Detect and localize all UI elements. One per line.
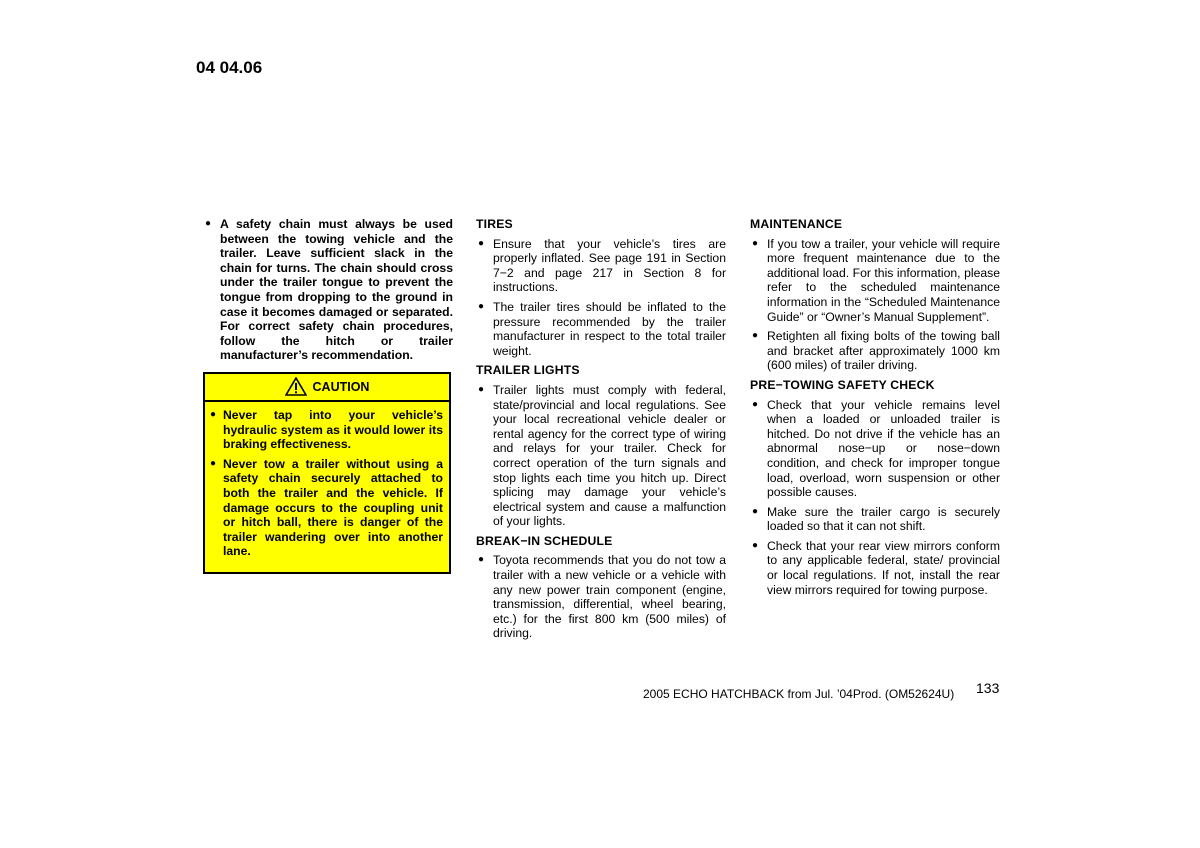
list-item-text: Check that your rear view mirrors conform to any applicable federal, state/ provincial or local regulations. If not, install the rear view mirrors required for towing purpose. [767,538,1000,597]
bullet-dot-icon: ● [210,457,217,469]
section-heading-pre-towing: PRE−TOWING SAFETY CHECK [750,377,935,392]
list-item-text: Never tow a trailer without using a safety chain securely attached to both the trailer and the vehicle. If damage occurs to the coupling unit or hitch ball, there is danger of the trailer wandering over into another lane. [223,456,443,559]
list-item-text: Trailer lights must comply with federal, state/provincial and local regulations. See your local recreational vehicle dealer or rental agency for the correct type of wiring and relays for your trailer. Check for correct operation of the turn signals and stop lights each time you hitch up. Direct splicing may damage your vehicle’s electrical system and cause a malfunction of your lights. [493,382,726,529]
caution-box [203,372,451,574]
list-item-text: Never tap into your vehicle’s hydraulic system as it would lower its braking effectiveness. [223,407,443,452]
list-item-text: Check that your vehicle remains level when a loaded or unloaded trailer is hitched. Do not drive if the vehicle has an abnormal nose−up or nose−down condition, and check for improper tongue load, overload, worn suspension or other possible causes. [767,397,1000,500]
footer-text: 2005 ECHO HATCHBACK from Jul. ’04Prod. (OM52624U) [643,687,955,701]
column-3 [750,217,1000,602]
list-item [209,457,443,559]
list-item-text: Make sure the trailer cargo is securely loaded so that it can not shift. [767,504,1000,534]
list-item-text: If you tow a trailer, your vehicle will require more frequent maintenance due to the additional load. For this information, please refer to the scheduled maintenance information in the “Scheduled Maintenance Guide” or “Owner’s Manual Supplement”. [767,236,1000,324]
bullet-dot-icon: ● [752,539,759,551]
bullet-dot-icon: ● [752,398,759,410]
list-item [750,505,1000,534]
list-item [750,398,1000,500]
list-item-text: Retighten all fixing bolts of the towing ball and bracket after approximately 1000 km (600 miles) of trailer driving. [767,329,1000,373]
list-item [209,408,443,452]
bullet-dot-icon: ● [210,408,217,420]
list-item [476,383,726,529]
bullet-dot-icon: ● [752,505,759,517]
list-item [750,329,1000,373]
bullet-dot-icon: ● [478,383,485,395]
list-item [476,300,726,358]
list-item-text: The trailer tires should be inflated to the pressure recommended by the trailer manufacturer in respect to the total trailer weight. [493,299,726,358]
bullet-dot-icon: ● [478,554,485,566]
bullet-dot-icon: ● [478,300,485,312]
caution-title: CAUTION [312,379,370,394]
list-item [476,553,726,641]
page-number: 133 [976,680,1000,696]
list-item [750,237,1000,325]
column-1 [203,217,453,574]
bullet-dot-icon: ● [478,237,485,249]
list-item-text: A safety chain must always be used between the towing vehicle and the trailer. Leave sufficient slack in the chain for turns. The chain should cross under the trailer tongue to prevent the tongue from dropping to the ground in case it becomes damaged or separated. For correct safety chain procedures, follow the hitch or trailer manufacturer’s recommendation. [220,217,453,363]
page-id: 04 04.06 [196,58,263,77]
warning-triangle-icon [285,377,307,396]
bullet-dot-icon: ● [752,237,759,249]
section-heading-tires: TIRES [476,217,513,231]
list-item [750,539,1000,597]
section-heading-maintenance: MAINTENANCE [750,217,843,231]
list-item-text: Toyota recommends that you do not tow a trailer with a new vehicle or a vehicle with any new power train component (engine, transmission, differential, wheel bearing, etc.) for the first 800 km (500 miles) of driving. [493,553,726,641]
bullet-dot-icon: ● [205,218,212,229]
list-item [203,217,453,363]
section-heading-trailer-lights: TRAILER LIGHTS [476,363,580,378]
caution-body [205,402,449,572]
bullet-dot-icon: ● [752,330,759,342]
section-heading-break-in: BREAK−IN SCHEDULE [476,533,613,548]
list-item [476,237,726,295]
caution-header [205,374,449,402]
column-2 [476,217,726,646]
list-item-text: Ensure that your vehicle’s tires are properly inflated. See page 191 in Section 7−2 and page 217 in Section 8 for instructions. [493,236,726,295]
